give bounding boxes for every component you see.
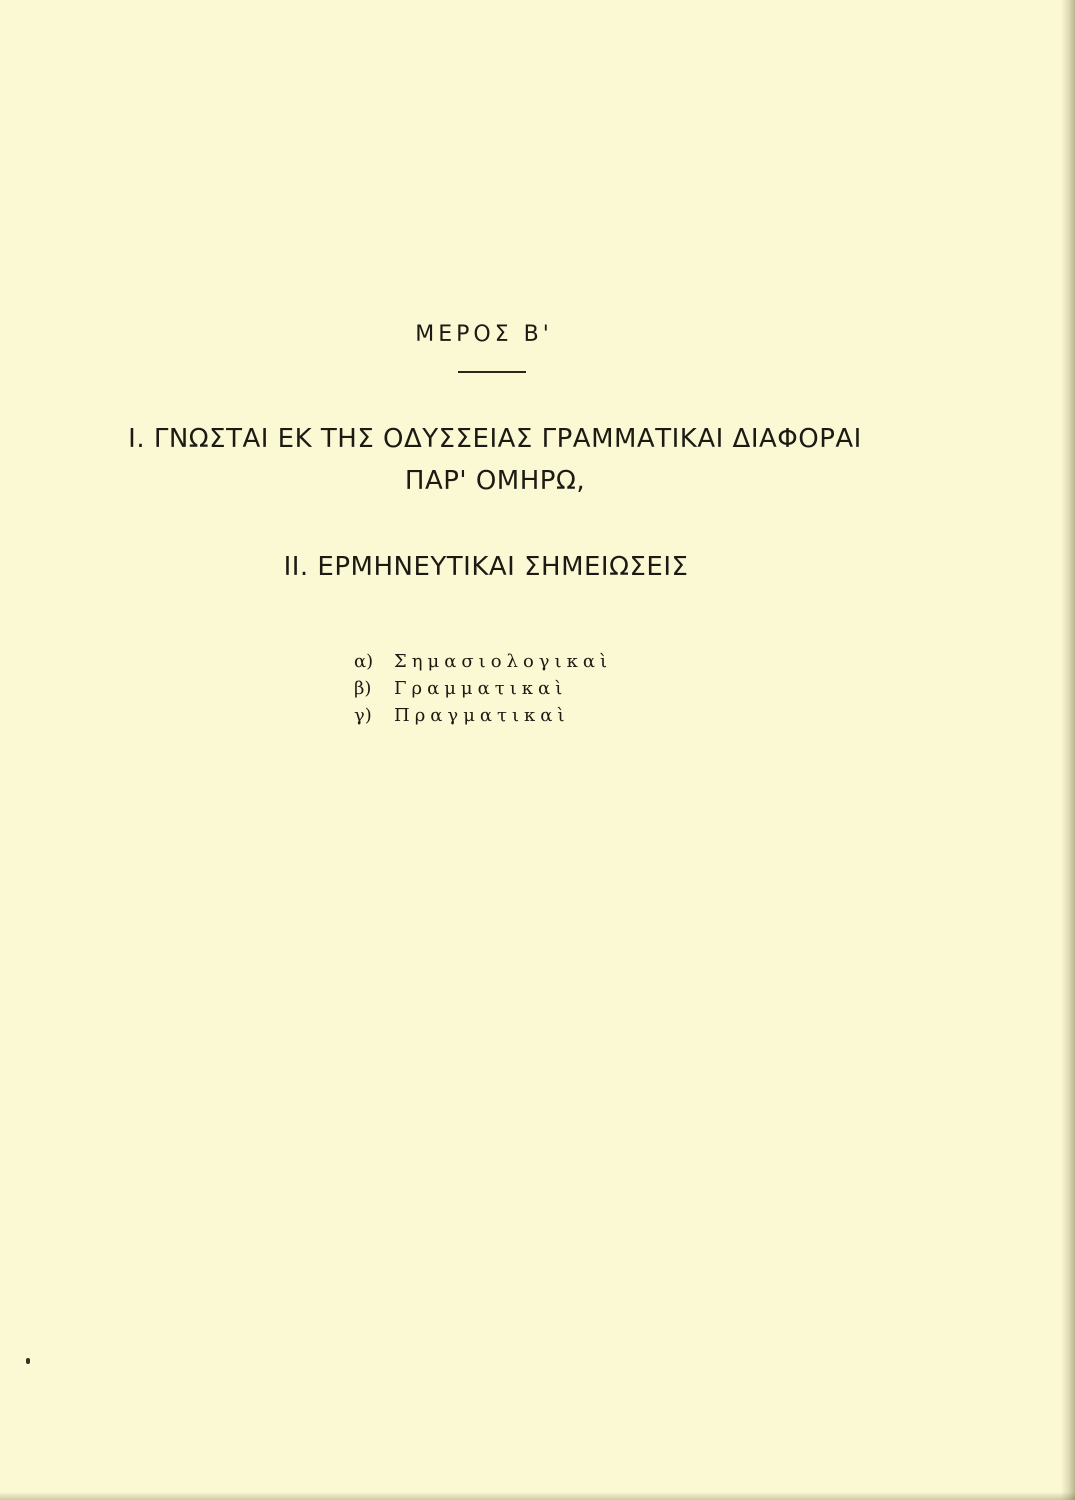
list-item	[354, 702, 612, 729]
list-item	[354, 648, 612, 675]
sub-item-list	[354, 648, 612, 729]
list-item-marker: γ)	[354, 705, 372, 726]
list-item-text: Γραμματικαὶ	[394, 678, 568, 699]
section-one-line-1: Ι. ΓΝΩΣΤΑΙ ΕΚ ΤΗΣ ΟΔΥΣΣΕΙΑΣ ΓΡΑΜΜΑΤΙΚΑΙ ΔΙΑΦΟΡΑΙ	[128, 424, 862, 454]
list-item-text: Πραγματικαὶ	[394, 705, 570, 726]
section-one-heading	[80, 418, 910, 502]
list-item-marker: α)	[354, 651, 374, 672]
page-edge-shadow-bottom	[0, 1492, 1075, 1500]
section-two-heading: ΙΙ. ΕΡΜΗΝΕΥΤΙΚΑΙ ΣΗΜΕΙΩΣΕΙΣ	[283, 552, 689, 582]
list-item-marker: β)	[354, 678, 372, 699]
ink-speck	[26, 1358, 30, 1364]
list-item	[354, 675, 612, 702]
section-one-line-2: ΠΑΡ' ΟΜΗΡΩ,	[404, 466, 586, 496]
part-heading: ΜΕΡΟΣ Β'	[415, 322, 553, 347]
list-item-text: Σημασιολογικαὶ	[394, 651, 613, 672]
heading-divider	[458, 371, 526, 373]
page-edge-shadow-right	[1061, 0, 1075, 1500]
